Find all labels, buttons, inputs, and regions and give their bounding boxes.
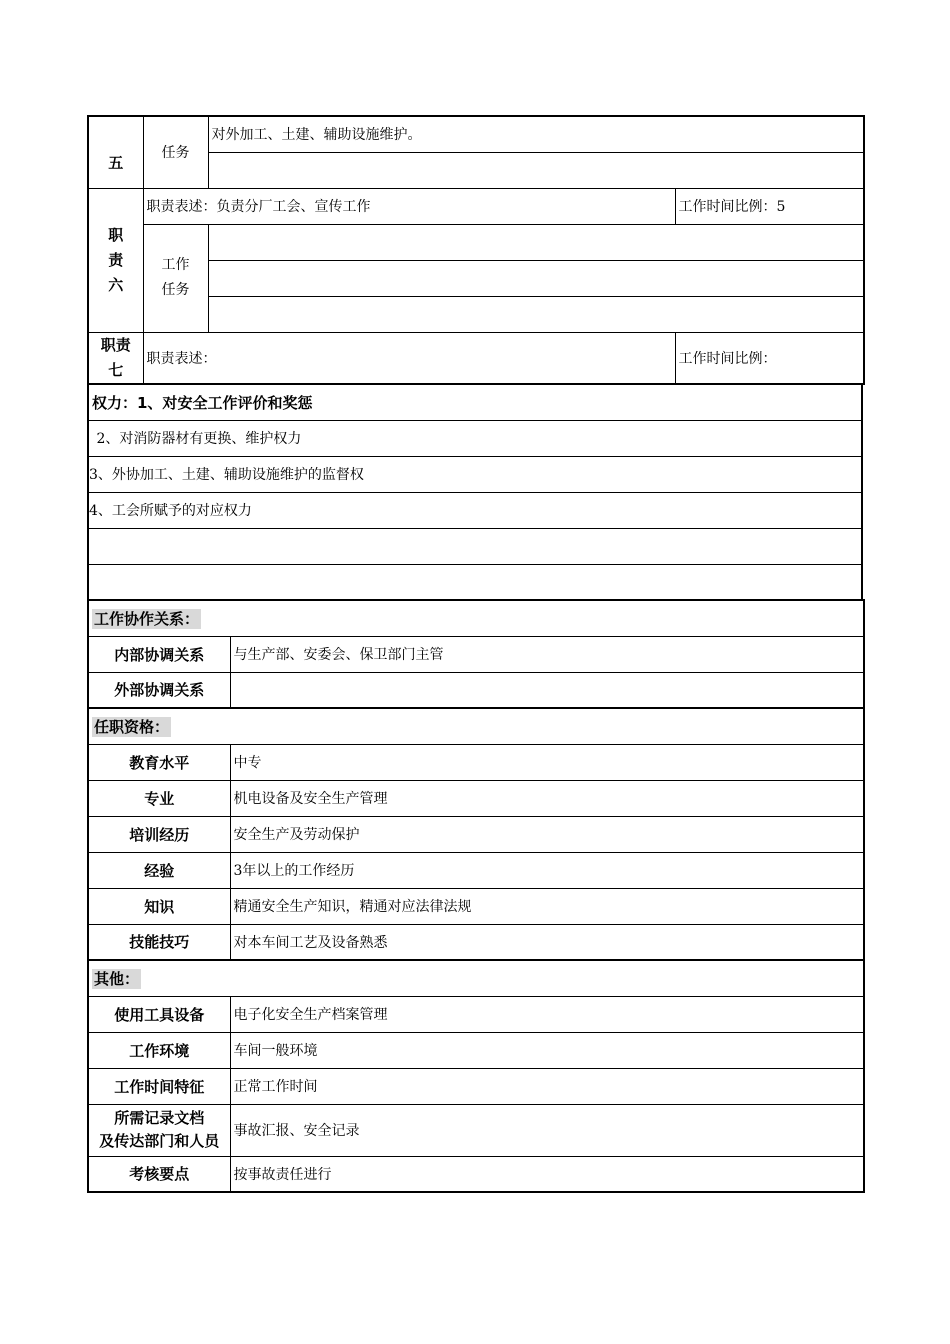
other-value: 电子化安全生产档案管理 [230,996,864,1032]
other-row [88,1104,864,1156]
qualification-label: 专业 [88,780,230,816]
qualification-value: 机电设备及安全生产管理 [230,780,864,816]
qualification-row [88,780,864,816]
powers-line-5 [88,528,862,564]
qualification-value: 安全生产及劳动保护 [230,816,864,852]
other-value: 车间一般环境 [230,1032,864,1068]
duty7-time-ratio: 工作时间比例： [675,332,864,384]
duty6-time-ratio: 工作时间比例：5 [675,188,864,224]
qualification-table [87,707,865,961]
cooperation-value [230,672,864,708]
duty5-label: 五 [88,116,143,188]
qualification-value: 对本车间工艺及设备熟悉 [230,924,864,960]
duties-table [87,115,865,385]
duty6-task-line-3 [208,296,864,332]
other-label: 考核要点 [88,1156,230,1192]
cooperation-label: 外部协调关系 [88,672,230,708]
other-label: 使用工具设备 [88,996,230,1032]
duty6-label: 职 责 六 [88,188,143,332]
other-row [88,1032,864,1068]
qualification-label: 培训经历 [88,816,230,852]
other-value: 按事故责任进行 [230,1156,864,1192]
other-value: 事故汇报、安全记录 [230,1104,864,1156]
duty7-label: 职责 七 [88,332,143,384]
duty7-row [88,332,864,384]
duty6-description: 职责表述：负责分厂工会、宣传工作 [143,188,675,224]
duty6-task-line-1 [208,224,864,260]
other-row [88,1156,864,1192]
qualification-row [88,744,864,780]
qualification-label: 教育水平 [88,744,230,780]
other-heading: 其他： [88,960,864,996]
job-description-sheet [87,115,863,1193]
other-row [88,1068,864,1104]
powers-line-1: 权力：1、对安全工作评价和奖惩 [88,384,862,420]
powers-line-2: 2、对消防器材有更换、维护权力 [88,420,862,456]
other-value: 正常工作时间 [230,1068,864,1104]
duty5-task-label: 任务 [143,116,208,188]
duty5-task-row-1 [88,116,864,152]
duty6-task-row-1 [88,224,864,260]
qualification-value: 3年以上的工作经历 [230,852,864,888]
cooperation-value: 与生产部、安委会、保卫部门主管 [230,636,864,672]
powers-line-3: 3、外协加工、土建、辅助设施维护的监督权 [88,456,862,492]
other-label: 所需记录文档 及传达部门和人员 [88,1104,230,1156]
cooperation-heading: 工作协作关系： [88,600,864,636]
powers-line-6 [88,564,862,600]
powers-table [87,383,863,601]
qualification-row [88,888,864,924]
duty6-task-label: 工作 任务 [143,224,208,332]
qualification-label: 经验 [88,852,230,888]
qualification-value: 中专 [230,744,864,780]
qualification-row [88,924,864,960]
qualification-label: 知识 [88,888,230,924]
qualification-heading: 任职资格： [88,708,864,744]
duty5-task-line-1: 对外加工、土建、辅助设施维护。 [208,116,864,152]
other-row [88,996,864,1032]
duty6-description-row [88,188,864,224]
other-label: 工作时间特征 [88,1068,230,1104]
cooperation-row [88,672,864,708]
duty5-task-line-2 [208,152,864,188]
cooperation-row [88,636,864,672]
duty7-description: 职责表述： [143,332,675,384]
qualification-value: 精通安全生产知识，精通对应法律法规 [230,888,864,924]
other-table [87,959,865,1193]
duty6-task-line-2 [208,260,864,296]
qualification-row [88,816,864,852]
cooperation-label: 内部协调关系 [88,636,230,672]
cooperation-table [87,599,865,709]
qualification-label: 技能技巧 [88,924,230,960]
powers-line-4: 4、工会所赋予的对应权力 [88,492,862,528]
qualification-row [88,852,864,888]
other-label: 工作环境 [88,1032,230,1068]
